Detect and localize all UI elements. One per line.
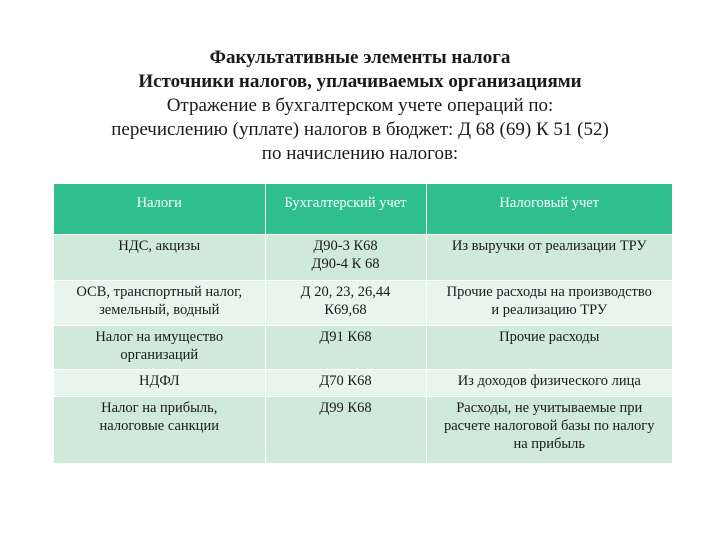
table-row <box>54 396 672 463</box>
header-text-line: по начислению налогов: <box>261 143 459 164</box>
slide-header <box>0 46 720 166</box>
column-header-accounting: Бухгалтерский учет <box>265 184 426 234</box>
table-cell-tax: ОСВ, транспортный налог, земельный, водный <box>54 280 265 325</box>
table-cell-accounting: Д70 К68 <box>265 369 426 396</box>
table-row <box>54 369 672 396</box>
table-cell-tax: Налог на прибыль, налоговые санкции <box>54 396 265 463</box>
table-header-row <box>54 184 672 234</box>
table-cell-tax: НДС, акцизы <box>54 234 265 280</box>
table-cell-tax-accounting: Из доходов физического лица <box>426 369 672 396</box>
table-row <box>54 234 672 280</box>
table-cell-tax: Налог на имущество организаций <box>54 325 265 369</box>
header-text-line: Отражение в бухгалтерском учете операций по: <box>166 95 554 116</box>
header-text-line: перечислению (уплате) налогов в бюджет: Д 68 (69) К 51 (52) <box>111 119 609 140</box>
table-cell-tax-accounting: Из выручки от реализации ТРУ <box>426 234 672 280</box>
table-cell-accounting: Д99 К68 <box>265 396 426 463</box>
table-cell-accounting: Д91 К68 <box>265 325 426 369</box>
table-cell-tax-accounting: Прочие расходы <box>426 325 672 369</box>
table-cell-accounting: Д 20, 23, 26,44 К69,68 <box>265 280 426 325</box>
table-row <box>54 325 672 369</box>
column-header-taxes: Налоги <box>54 184 265 234</box>
table-cell-tax-accounting: Расходы, не учитываемые при расчете налоговой базы по налогу на прибыль <box>426 396 672 463</box>
slide-subtitle: Источники налогов, уплачиваемых организациями <box>138 71 582 92</box>
slide-title: Факультативные элементы налога <box>209 47 511 68</box>
table-cell-accounting: Д90-3 К68 Д90-4 К 68 <box>265 234 426 280</box>
column-header-tax-accounting: Налоговый учет <box>426 184 672 234</box>
table-row <box>54 280 672 325</box>
tax-accounting-table <box>54 184 672 463</box>
table-cell-tax-accounting: Прочие расходы на производство и реализацию ТРУ <box>426 280 672 325</box>
table-cell-tax: НДФЛ <box>54 369 265 396</box>
